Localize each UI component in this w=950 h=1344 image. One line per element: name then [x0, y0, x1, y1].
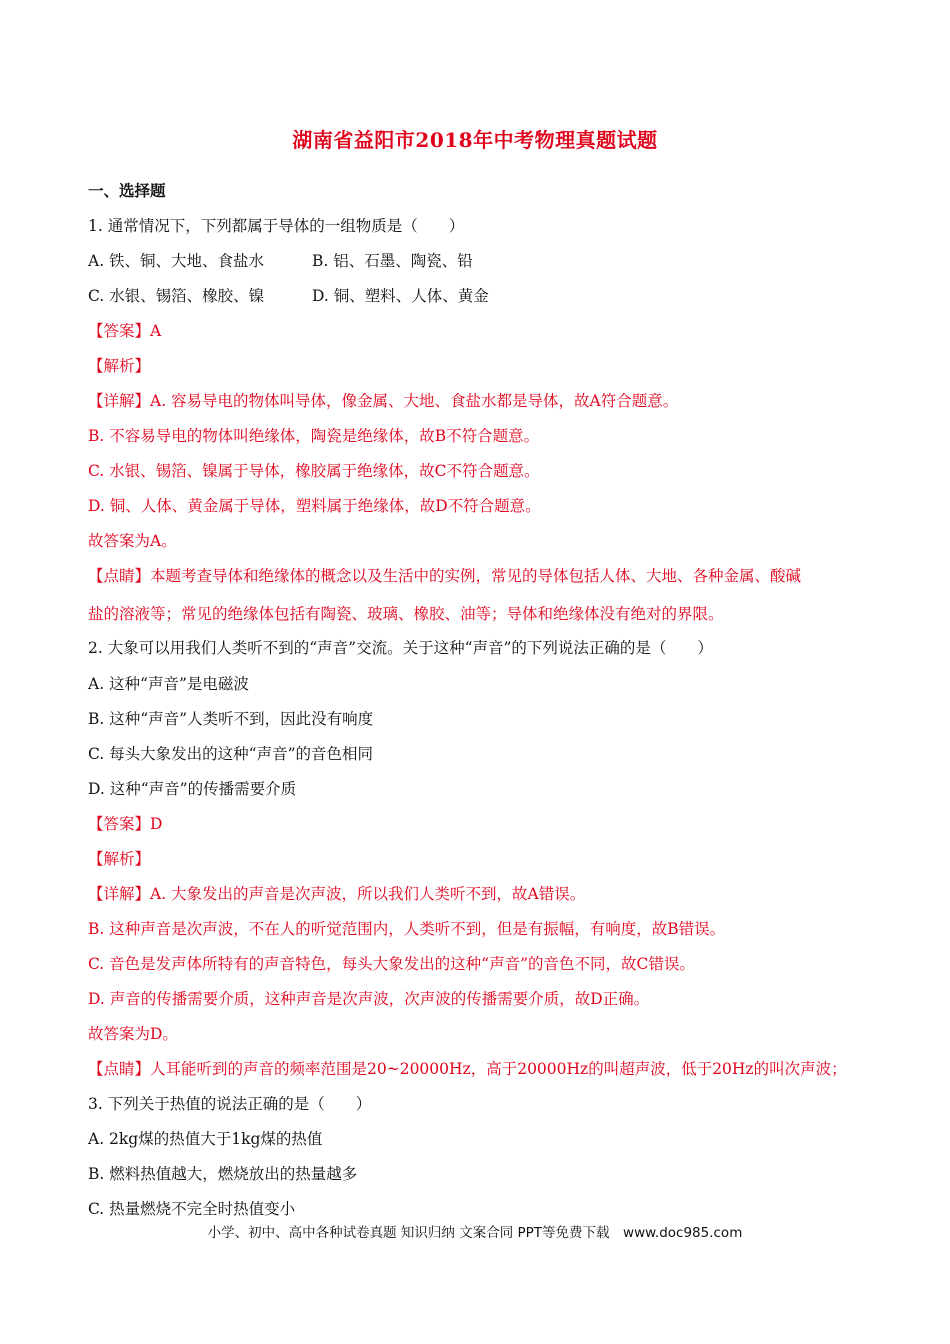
q2-detail-2: B. 这种声音是次声波，不在人的听觉范围内，人类听不到，但是有振幅，有响度，故B错误。: [88, 920, 726, 938]
q2-option-b: B. 这种“声音”人类听不到，因此没有响度: [88, 710, 374, 728]
q1-detail-1: 【详解】A. 容易导电的物体叫导体，像金属、大地、食盐水都是导体，故A符合题意。: [88, 392, 679, 410]
section-heading: 一、选择题: [88, 181, 166, 200]
q3-option-c: C. 热量燃烧不完全时热值变小: [88, 1200, 296, 1218]
q2-detail-1: 【详解】A. 大象发出的声音是次声波，所以我们人类听不到，故A错误。: [88, 885, 586, 903]
q1-option-c: C. 水银、锡箔、橡胶、镍: [88, 287, 265, 305]
q2-detail-4: D. 声音的传播需要介质，这种声音是次声波，次声波的传播需要介质，故D正确。: [88, 990, 650, 1008]
q2-detail-3: C. 音色是发声体所特有的声音特色，每头大象发出的这种“声音”的音色不同，故C错误。: [88, 955, 695, 973]
q1-tip-line-2: 盐的溶液等；常见的绝缘体包括有陶瓷、玻璃、橡胶、油等；导体和绝缘体没有绝对的界限。: [88, 605, 724, 623]
q2-analysis-label: 【解析】: [88, 850, 151, 868]
q2-conclusion: 故答案为D。: [88, 1025, 178, 1043]
q1-detail-4: D. 铜、人体、黄金属于导体，塑料属于绝缘体，故D不符合题意。: [88, 497, 541, 515]
q1-answer: 【答案】A: [88, 322, 162, 340]
page-title: 湖南省益阳市2018年中考物理真题试题: [292, 128, 658, 152]
q2-option-c: C. 每头大象发出的这种“声音”的音色相同: [88, 745, 374, 763]
q3-stem: 3. 下列关于热值的说法正确的是（ ）: [88, 1095, 372, 1113]
q1-conclusion: 故答案为A。: [88, 532, 177, 550]
q3-option-a: A. 2kg煤的热值大于1kg煤的热值: [88, 1130, 323, 1148]
q2-answer: 【答案】D: [88, 815, 163, 833]
q2-tip-line-1: 【点睛】人耳能听到的声音的频率范围是20~20000Hz，高于20000Hz的叫超声波，低于20Hz的叫次声波；: [88, 1060, 847, 1078]
q1-tip-line-1: 【点睛】本题考查导体和绝缘体的概念以及生活中的实例，常见的导体包括人体、大地、各种金属、酸碱: [88, 567, 802, 585]
q1-analysis-label: 【解析】: [88, 357, 151, 375]
q1-option-d: D. 铜、塑料、人体、黄金: [312, 287, 489, 305]
page-footer: 小学、初中、高中各种试卷真题 知识归纳 文案合同 PPT等免费下载 www.doc985.com: [207, 1225, 743, 1241]
q3-option-b: B. 燃料热值越大，燃烧放出的热量越多: [88, 1165, 358, 1183]
q2-option-d: D. 这种“声音”的传播需要介质: [88, 780, 297, 798]
q1-stem: 1. 通常情况下，下列都属于导体的一组物质是（ ）: [88, 217, 465, 235]
q1-option-a: A. 铁、铜、大地、食盐水: [88, 252, 265, 270]
q2-stem: 2. 大象可以用我们人类听不到的“声音”交流。关于这种“声音”的下列说法正确的是（ ）: [88, 639, 713, 657]
q1-option-b: B. 铝、石墨、陶瓷、铅: [312, 252, 473, 270]
q1-detail-2: B. 不容易导电的物体叫绝缘体，陶瓷是绝缘体，故B不符合题意。: [88, 427, 540, 445]
q2-option-a: A. 这种“声音”是电磁波: [88, 675, 249, 693]
q1-detail-3: C. 水银、锡箔、镍属于导体，橡胶属于绝缘体，故C不符合题意。: [88, 462, 540, 480]
